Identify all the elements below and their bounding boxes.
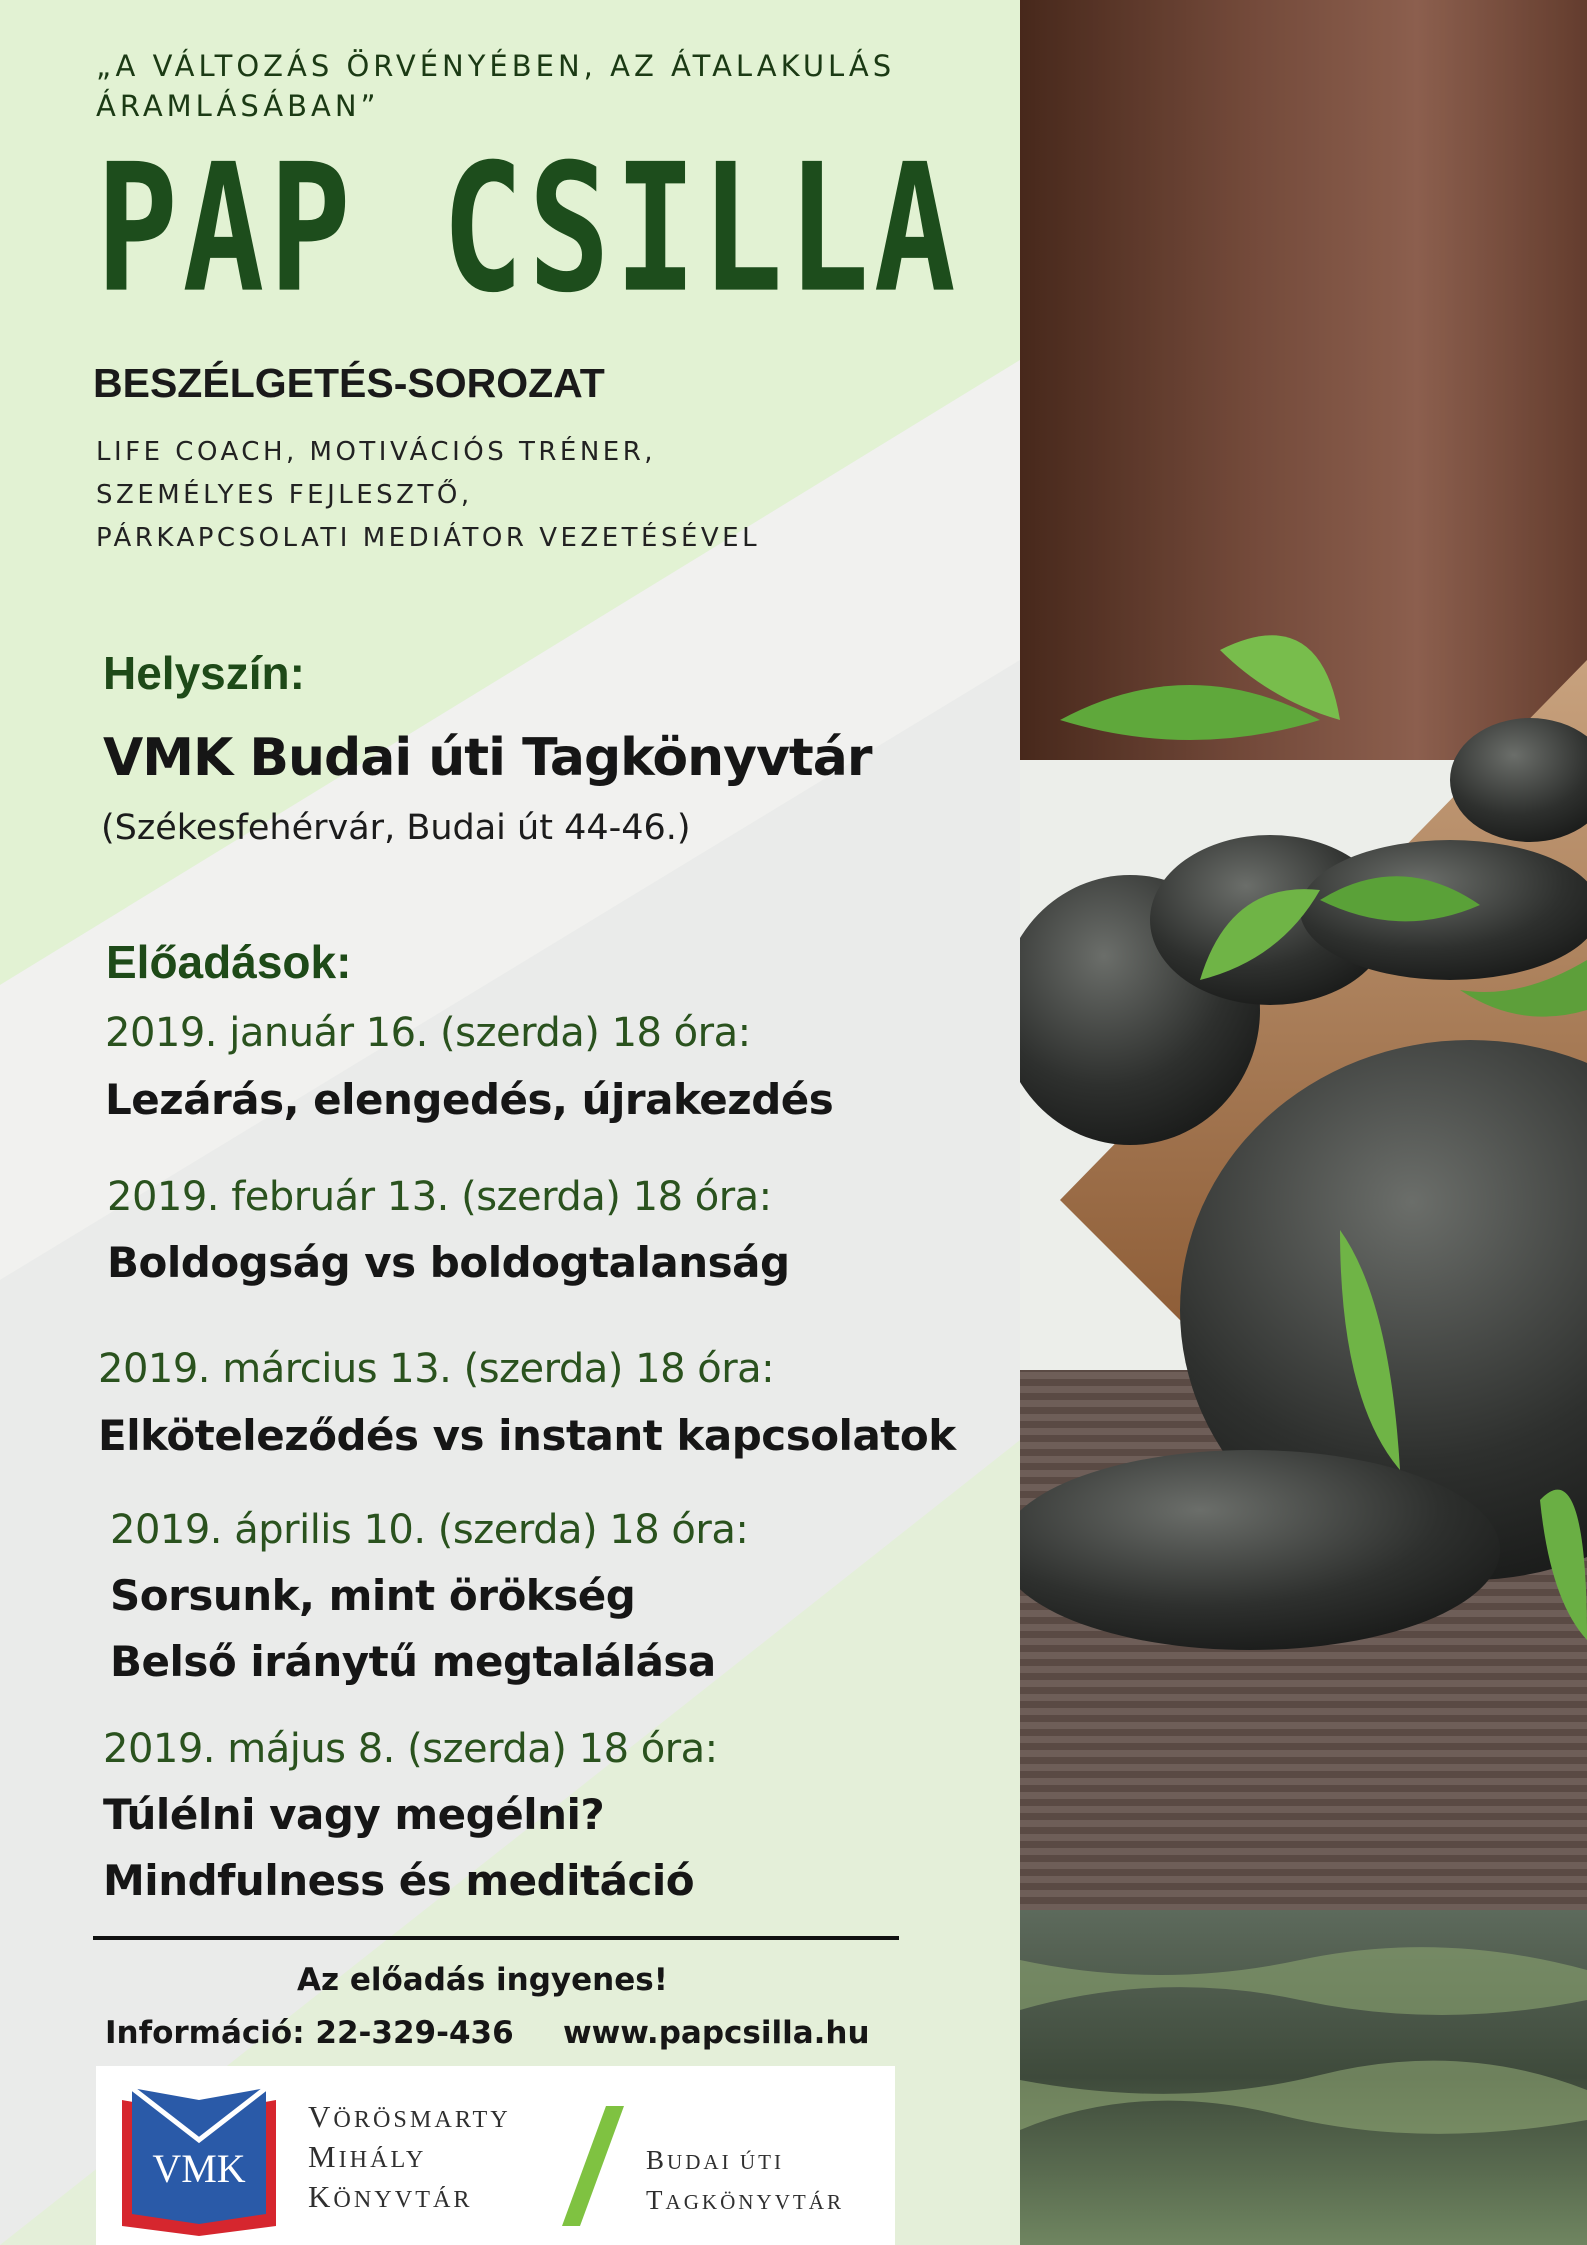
lecture-title-2-line-1: Boldogság vs boldogtalanság <box>107 1238 790 1287</box>
tagline-line-1: „A VÁLTOZÁS ÖRVÉNYÉBEN, AZ ÁTALAKULÁS <box>96 49 896 83</box>
branch-l2-rest: AGKÖNYVTÁR <box>665 2190 844 2214</box>
lecture-title-5 <box>103 1782 694 1914</box>
lecture-title-4-line-1: Sorsunk, mint örökség <box>110 1571 636 1620</box>
branch-name <box>646 2141 844 2221</box>
lecture-title-4-line-2: Belső iránytű megtalálása <box>110 1637 716 1686</box>
library-l3-cap: K <box>308 2179 334 2214</box>
free-admission-note: Az előadás ingyenes! <box>297 1962 668 1998</box>
divider-line <box>93 1936 899 1940</box>
lecture-date-1: 2019. január 16. (szerda) 18 óra: <box>105 1010 751 1056</box>
website-link[interactable]: www.papcsilla.hu <box>563 2015 870 2051</box>
spa-stones-photo <box>1020 0 1587 2245</box>
lecture-title-2 <box>107 1230 790 1296</box>
lecture-date-5: 2019. május 8. (szerda) 18 óra: <box>103 1726 718 1772</box>
lecture-title-1-line-1: Lezárás, elengedés, újrakezdés <box>105 1075 834 1124</box>
lecture-title-3 <box>98 1403 956 1469</box>
lecture-date-3: 2019. március 13. (szerda) 18 óra: <box>98 1346 775 1392</box>
venue-address: (Székesfehérvár, Budai út 44-46.) <box>101 808 691 848</box>
lecture-title-5-line-1: Túlélni vagy megélni? <box>103 1790 605 1839</box>
library-l2-cap: M <box>308 2139 339 2174</box>
role-line-2: SZEMÉLYES FEJLESZTŐ, <box>96 480 473 510</box>
lectures-label: Előadások: <box>106 936 352 988</box>
library-line-2 <box>308 2138 511 2178</box>
library-l1-cap: V <box>308 2099 334 2134</box>
branch-line-2 <box>646 2181 844 2221</box>
role-line-1: LIFE COACH, MOTIVÁCIÓS TRÉNER, <box>96 437 657 467</box>
venue-name: VMK Budai úti Tagkönyvtár <box>103 728 872 788</box>
library-l2-rest: IHÁLY <box>338 2146 427 2173</box>
logo-bar <box>96 2066 895 2245</box>
branch-line-1 <box>646 2141 844 2181</box>
series-title: BESZÉLGETÉS-SOROZAT <box>93 360 605 406</box>
library-line-1 <box>308 2098 511 2138</box>
branch-l1-rest: UDAI ÚTI <box>667 2150 784 2174</box>
library-line-3 <box>308 2178 511 2218</box>
library-l3-rest: ÖNYVTÁR <box>333 2186 473 2213</box>
lecture-title-5-line-2: Mindfulness és meditáció <box>103 1856 695 1905</box>
vmk-mark: VMK <box>152 2146 246 2191</box>
tagline <box>96 46 895 126</box>
tagline-line-2: ÁRAMLÁSÁBAN” <box>96 89 380 123</box>
library-name <box>308 2098 511 2218</box>
lecture-title-3-line-1: Elköteleződés vs instant kapcsolatok <box>98 1411 956 1460</box>
branch-l2-cap: T <box>646 2185 666 2215</box>
role-line-3: PÁRKAPCSOLATI MEDIÁTOR VEZETÉSÉVEL <box>96 523 761 553</box>
lecture-title-4 <box>110 1563 716 1695</box>
branch-l1-cap: B <box>646 2145 668 2175</box>
lecture-title-1 <box>105 1067 833 1133</box>
speaker-name: PAP CSILLA <box>96 126 961 332</box>
lecture-date-4: 2019. április 10. (szerda) 18 óra: <box>110 1507 749 1553</box>
info-phone: Információ: 22-329-436 <box>105 2015 514 2051</box>
location-label: Helyszín: <box>103 647 305 699</box>
slash-divider-icon <box>558 2106 628 2226</box>
vmk-book-logo-icon <box>114 2078 284 2238</box>
library-l1-rest: ÖRÖSMARTY <box>333 2106 511 2133</box>
lecture-date-2: 2019. február 13. (szerda) 18 óra: <box>107 1174 772 1220</box>
speaker-roles <box>96 431 760 560</box>
